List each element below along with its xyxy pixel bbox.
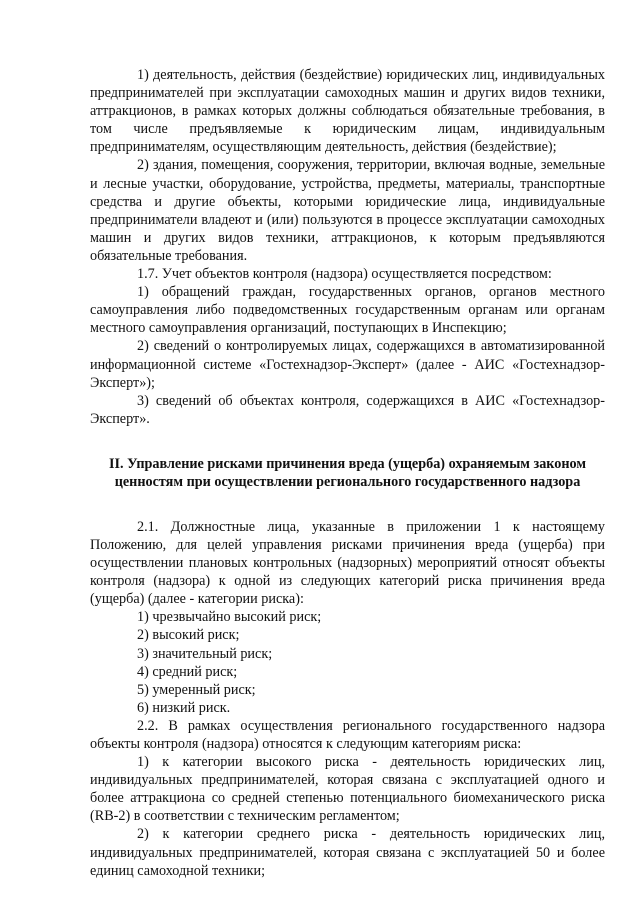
paragraph-2-2-2: 2) к категории среднего риска - деятельность юридических лиц, индивидуальных предпринимателей, которая связана с эксплуатацией 50 и более единиц самоходной техники; — [90, 826, 605, 879]
section-heading: II. Управление рисками причинения вреда (ущерба) охраняемым законом ценностям при осуществлении регионального государственного надзора — [108, 455, 587, 491]
paragraph-2-2: 2.2. В рамках осуществления регионального государственного надзора объекты контроля (надзора) относятся к следующим категориям риска: — [90, 717, 605, 752]
document-body — [90, 66, 605, 880]
paragraph-objects-activity: 1) деятельность, действия (бездействие) юридических лиц, индивидуальных предпринимателей при эксплуатации самоходных машин и других видов техники, аттракционов, в рамках которых должны соблюдаться обязательные требования, в том числе предъявляемые к юридическим лицам, индивидуальным предпринимателям, осуществляющим деятельность, действия (бездействие); — [90, 67, 605, 156]
paragraph-1-7: 1.7. Учет объектов контроля (надзора) осуществляется посредством: — [137, 266, 552, 283]
risk-category-item: 4) средний риск; — [137, 663, 238, 680]
risk-category-item: 2) высокий риск; — [137, 627, 240, 644]
paragraph-1-7-3: 3) сведений об объектах контроля, содержащихся в АИС «Гостехнадзор-Эксперт». — [90, 392, 605, 427]
risk-category-item: 1) чрезвычайно высокий риск; — [137, 609, 322, 626]
paragraph-2-1: 2.1. Должностные лица, указанные в приложении 1 к настоящему Положению, для целей управления рисками причинения вреда (ущерба) при осуществлении плановых контрольных (надзорных) мероприятий относят объекты контроля (надзора) к одной из следующих категорий риска причинения вреда (ущерба) (далее - категории риска): — [90, 518, 605, 608]
risk-category-item: 5) умеренный риск; — [137, 681, 256, 698]
risk-category-item: 3) значительный риск; — [137, 645, 273, 662]
risk-category-item: 6) низкий риск. — [137, 699, 231, 716]
paragraph-2-2-1: 1) к категории высокого риска - деятельность юридических лиц, индивидуальных предпринимателей, которая связана с эксплуатацией одного и более аттракциона со средней степенью потенциального биомеханического риска (RB-2) в соответствии с техническим регламентом; — [90, 754, 605, 825]
paragraph-1-7-1: 1) обращений граждан, государственных органов, органов местного самоуправления либо подведомственных государственным органам или органам местного самоуправления организаций, поступающих в Инспекцию; — [90, 284, 605, 337]
paragraph-1-7-2: 2) сведений о контролируемых лицах, содержащихся в автоматизированной информационной системе «Гостехнадзор-Эксперт» (далее - АИС «Гостехнадзор-Эксперт»); — [90, 338, 605, 391]
paragraph-objects-buildings: 2) здания, помещения, сооружения, территории, включая водные, земельные и лесные участки, оборудование, устройства, предметы, материалы, транспортные средства и другие объекты, которыми юридические лица, индивидуальные предприниматели владеют и (или) пользуются в процессе эксплуатации самоходных машин и других видов техники, аттракционов, к которым предъявляются обязательные требования. — [90, 157, 605, 264]
